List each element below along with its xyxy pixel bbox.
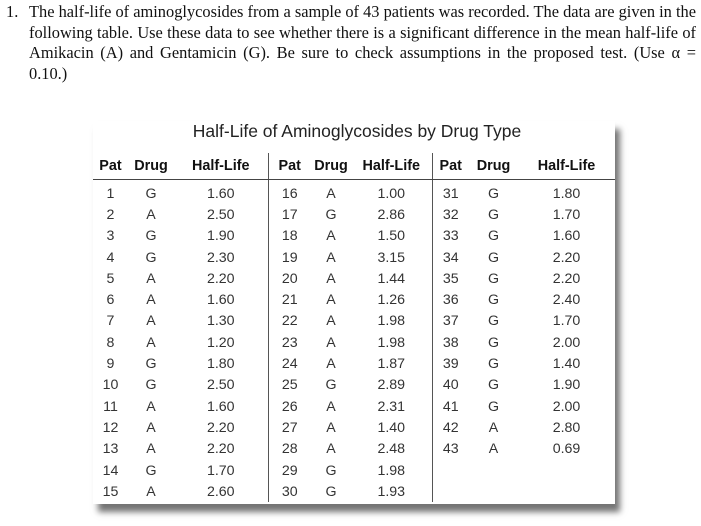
cell-pat: 20 — [281, 270, 298, 287]
cell-drug: A — [146, 441, 156, 458]
cell-half-life — [518, 460, 615, 481]
cell-half-life: 2.20 — [174, 417, 268, 438]
cell-drug: A — [326, 419, 336, 436]
cell-pat: 10 — [102, 377, 119, 394]
cell-half-life: 2.31 — [351, 396, 432, 417]
cell-half-life: 1.50 — [351, 226, 432, 247]
table-row — [93, 396, 615, 417]
cell-pat: 24 — [281, 356, 298, 373]
cell-pat: 19 — [281, 249, 298, 266]
cell-pat: 39 — [442, 356, 459, 373]
cell-half-life: 2.20 — [174, 268, 268, 289]
table-row — [93, 268, 615, 289]
cell-drug: A — [146, 334, 156, 351]
cell-pat: 31 — [442, 185, 459, 202]
cell-half-life: 3.15 — [351, 247, 432, 268]
cell-half-life: 2.50 — [174, 375, 268, 396]
cell-half-life: 2.20 — [552, 249, 581, 266]
cell-drug: G — [145, 185, 157, 202]
header-drug: Drug — [128, 153, 174, 180]
cell-pat: 16 — [281, 185, 298, 202]
cell-half-life: 2.60 — [174, 481, 268, 502]
cell-half-life: 1.70 — [552, 206, 581, 223]
cell-drug: A — [326, 334, 336, 351]
problem-text: The half-life of aminoglycosides from a sample of 43 patients was recorded. The data are given in the following table. Use these data to see whether there is a significant difference in the mean half-life of Amikacin (A) and Gentamicin (G). Be sure to check assumptions in the proposed test. (Use α = 0.10.) — [29, 2, 696, 83]
cell-half-life: 0.69 — [552, 441, 581, 458]
cell-drug: G — [145, 356, 157, 373]
cell-pat: 13 — [102, 441, 119, 458]
cell-pat: 23 — [281, 334, 298, 351]
cell-half-life: 1.60 — [174, 289, 268, 310]
cell-drug: G — [487, 292, 500, 309]
cell-half-life — [518, 481, 615, 502]
cell-drug: A — [326, 356, 336, 373]
cell-half-life: 1.98 — [351, 332, 432, 353]
problem-number: 1. — [6, 2, 19, 21]
cell-half-life: 2.80 — [552, 419, 581, 436]
table-row — [93, 204, 615, 225]
cell-drug: G — [325, 206, 337, 223]
table-row — [93, 332, 615, 353]
cell-drug: G — [487, 313, 500, 330]
cell-pat: 1 — [106, 185, 115, 202]
cell-pat: 6 — [106, 292, 115, 309]
cell-half-life: 2.50 — [174, 204, 268, 225]
cell-half-life: 1.80 — [174, 353, 268, 374]
cell-pat — [432, 460, 469, 481]
cell-drug — [469, 460, 518, 481]
cell-drug: A — [146, 398, 156, 415]
cell-half-life: 2.86 — [351, 204, 432, 225]
cell-pat: 29 — [281, 462, 298, 479]
cell-drug: G — [325, 377, 337, 394]
cell-drug: G — [487, 398, 500, 415]
cell-half-life: 1.60 — [174, 396, 268, 417]
cell-drug: G — [325, 483, 337, 500]
cell-half-life: 1.70 — [174, 460, 268, 481]
table-title: Half-Life of Aminoglycosides by Drug Type — [192, 121, 522, 141]
cell-half-life: 1.44 — [351, 268, 432, 289]
cell-drug: A — [488, 441, 499, 458]
cell-pat — [432, 481, 469, 502]
cell-half-life: 1.26 — [351, 289, 432, 310]
cell-drug: A — [326, 228, 336, 245]
problem-statement — [6, 2, 696, 84]
cell-drug — [469, 481, 518, 502]
cell-half-life: 1.98 — [351, 460, 432, 481]
cell-pat: 14 — [102, 462, 119, 479]
cell-pat: 34 — [442, 249, 459, 266]
cell-drug: A — [146, 483, 156, 500]
cell-half-life: 2.48 — [351, 439, 432, 460]
cell-half-life: 1.70 — [552, 313, 581, 330]
cell-half-life: 2.30 — [174, 247, 268, 268]
table-row — [93, 439, 615, 460]
cell-half-life: 1.90 — [552, 377, 581, 394]
cell-pat: 17 — [281, 206, 298, 223]
cell-drug: A — [326, 292, 336, 309]
cell-pat: 21 — [281, 292, 298, 309]
cell-drug: G — [145, 377, 157, 394]
cell-drug: G — [487, 185, 500, 202]
cell-pat: 40 — [442, 377, 459, 394]
cell-drug: G — [487, 228, 500, 245]
table-row — [93, 247, 615, 268]
cell-drug: A — [326, 249, 336, 266]
cell-pat: 26 — [281, 398, 298, 415]
cell-half-life: 2.20 — [552, 270, 581, 287]
table-header-row — [93, 153, 615, 180]
cell-pat: 12 — [102, 419, 119, 436]
cell-pat: 35 — [442, 270, 459, 287]
cell-pat: 41 — [442, 398, 459, 415]
cell-half-life: 1.40 — [552, 356, 581, 373]
cell-pat: 3 — [106, 228, 115, 245]
cell-pat: 11 — [103, 398, 118, 415]
cell-drug: A — [146, 206, 156, 223]
cell-half-life: 1.93 — [351, 481, 432, 502]
table-row — [93, 353, 615, 374]
header-pat: Pat — [93, 153, 128, 180]
half-life-table-figure — [93, 121, 615, 504]
cell-pat: 33 — [442, 228, 459, 245]
cell-pat: 8 — [106, 334, 115, 351]
cell-half-life: 1.98 — [351, 311, 432, 332]
cell-half-life: 1.20 — [174, 332, 268, 353]
cell-drug: G — [487, 270, 500, 287]
cell-half-life: 2.20 — [174, 439, 268, 460]
cell-half-life: 1.60 — [552, 228, 581, 245]
table-row — [93, 289, 615, 310]
cell-pat: 22 — [281, 313, 298, 330]
cell-drug: A — [146, 313, 156, 330]
cell-pat: 30 — [281, 483, 298, 500]
cell-pat: 37 — [442, 313, 459, 330]
cell-pat: 25 — [281, 377, 298, 394]
cell-half-life: 1.30 — [174, 311, 268, 332]
cell-drug: A — [326, 398, 336, 415]
cell-pat: 15 — [102, 483, 119, 500]
cell-drug: G — [145, 228, 157, 245]
cell-drug: G — [145, 462, 157, 479]
cell-pat: 5 — [106, 270, 115, 287]
header-half-life: Half-Life — [351, 153, 432, 180]
table-row — [93, 375, 615, 396]
cell-half-life: 1.80 — [552, 185, 581, 202]
cell-drug: A — [326, 313, 336, 330]
table-row — [93, 417, 615, 438]
half-life-table — [93, 153, 615, 502]
cell-drug: G — [487, 206, 500, 223]
cell-half-life: 2.00 — [552, 398, 581, 415]
header-half-life: Half-Life — [174, 153, 268, 180]
cell-pat: 36 — [442, 292, 459, 309]
cell-drug: A — [146, 292, 156, 309]
cell-pat: 27 — [281, 419, 298, 436]
cell-drug: G — [145, 249, 157, 266]
cell-pat: 28 — [281, 441, 298, 458]
header-drug: Drug — [469, 153, 518, 180]
cell-drug: A — [326, 270, 336, 287]
cell-pat: 4 — [106, 249, 115, 266]
cell-half-life: 1.00 — [351, 180, 432, 205]
cell-half-life: 1.60 — [174, 180, 268, 205]
cell-drug: G — [325, 462, 337, 479]
cell-drug: A — [326, 185, 336, 202]
cell-half-life: 1.40 — [351, 417, 432, 438]
table-row — [93, 481, 615, 502]
table-row — [93, 460, 615, 481]
cell-pat: 9 — [106, 356, 115, 373]
cell-drug: A — [146, 419, 156, 436]
cell-half-life: 1.87 — [351, 353, 432, 374]
cell-pat: 42 — [442, 419, 459, 436]
cell-pat: 38 — [442, 334, 459, 351]
cell-drug: A — [326, 441, 336, 458]
cell-drug: G — [487, 249, 500, 266]
header-drug: Drug — [311, 153, 351, 180]
cell-drug: G — [487, 356, 500, 373]
cell-drug: A — [146, 270, 156, 287]
cell-pat: 18 — [281, 228, 298, 245]
cell-pat: 2 — [106, 206, 115, 223]
cell-half-life: 2.00 — [552, 334, 581, 351]
table-row — [93, 180, 615, 205]
cell-pat: 32 — [442, 206, 459, 223]
cell-drug: G — [487, 377, 500, 394]
cell-pat: 43 — [442, 441, 459, 458]
header-pat: Pat — [268, 153, 311, 180]
cell-pat: 7 — [106, 313, 115, 330]
cell-half-life: 2.89 — [351, 375, 432, 396]
table-row — [93, 226, 615, 247]
header-half-life: Half-Life — [518, 153, 615, 180]
cell-half-life: 2.40 — [552, 292, 581, 309]
cell-drug: G — [487, 334, 500, 351]
cell-drug: A — [488, 419, 499, 436]
cell-half-life: 1.90 — [174, 226, 268, 247]
table-row — [93, 311, 615, 332]
header-pat: Pat — [432, 153, 469, 180]
